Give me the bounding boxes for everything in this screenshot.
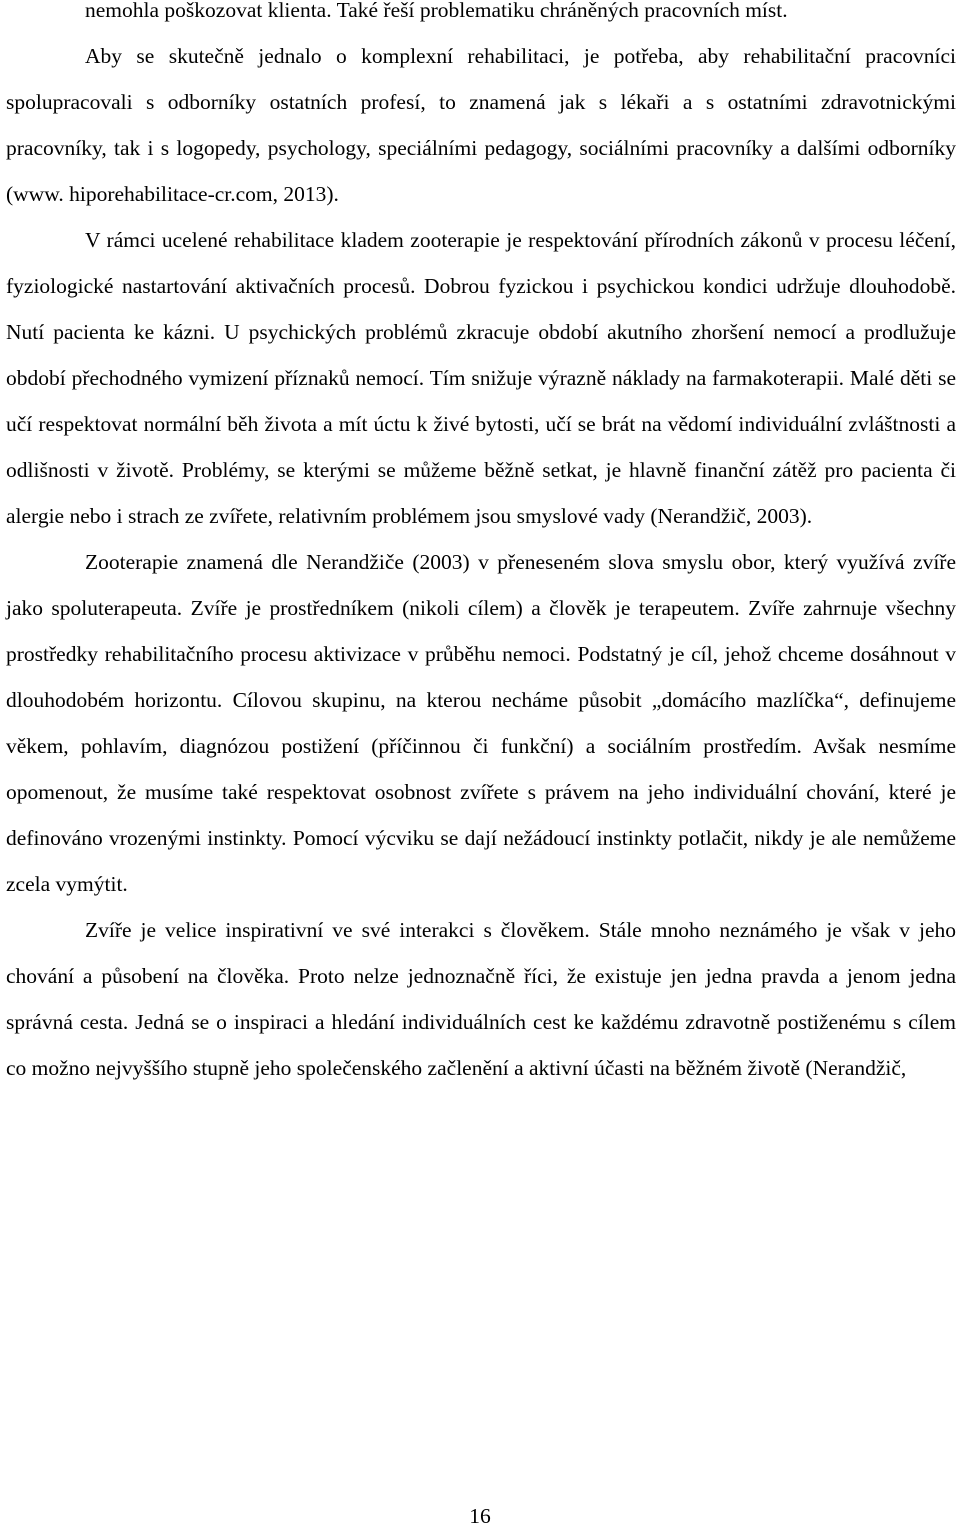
paragraph-zootherapy-definition: Zooterapie znamená dle Nerandžiče (2003) v přeneseném slova smyslu obor, který využívá zvíře jako spoluterapeuta. Zvíře je prostředníkem (nikoli cílem) a člověk je terapeutem. Zvíře zahrnuje všechny prostředky rehabilitačního procesu aktivizace v průběhu nemoci. Podstatný je cíl, jehož chceme dosáhnout v dlouhodobém horizontu. Cílovou skupinu, na kterou necháme působit „domácího mazlíčka“, definujeme věkem, pohlavím, diagnózou postižení (příčinnou či funkční) a sociálním prostředím. Avšak nesmíme opomenout, že musíme také respektovat osobnost zvířete s právem na jeho individuální chování, které je definováno vrozenými instinkty. Pomocí výcviku se dají nežádoucí instinkty potlačit, nikdy je ale nemůžeme zcela vymýtit. bbox=[6, 550, 956, 896]
body-text bbox=[6, 0, 956, 1091]
paragraph-rehabilitation-cooperation: Aby se skutečně jednalo o komplexní rehabilitaci, je potřeba, aby rehabilitační pracovníci spolupracovali s odborníky ostatních profesí, to znamená jak s lékaři a s ostatními zdravotnickými pracovníky, tak i s logopedy, psychology, speciálními pedagogy, sociálními pracovníky a dalšími odborníky (www. hiporehabilitace-cr.com, 2013). bbox=[6, 44, 956, 206]
paragraph-zootherapy-benefits: V rámci ucelené rehabilitace kladem zooterapie je respektování přírodních zákonů v procesu léčení, fyziologické nastartování aktivačních procesů. Dobrou fyzickou i psychickou kondici udržuje dlouhodobě. Nutí pacienta ke kázni. U psychických problémů zkracuje období akutního zhoršení nemocí a prodlužuje období přechodného vymizení příznaků nemocí. Tím snižuje výrazně náklady na farmakoterapii. Malé děti se učí respektovat normální běh života a mít úctu k živé bytosti, učí se brát na vědomí individuální zvláštnosti a odlišnosti v životě. Problémy, se kterými se můžeme běžně setkat, je hlavně finanční zátěž pro pacienta či alergie nebo i strach ze zvířete, relativním problémem jsou smyslové vady (Nerandžič, 2003). bbox=[6, 228, 956, 528]
paragraph-continuation: nemohla poškozovat klienta. Také řeší problematiku chráněných pracovních míst. bbox=[85, 0, 788, 22]
paragraph-animal-inspiration: Zvíře je velice inspirativní ve své interakci s člověkem. Stále mnoho neznámého je však v jeho chování a působení na člověka. Proto nelze jednoznačně říci, že existuje jen jedna pravda a jenom jedna správná cesta. Jedná se o inspiraci a hledání individuálních cest ke každému zdravotně postiženému s cílem co možno nejvyššího stupně jeho společenského začlenění a aktivní účasti na běžném životě (Nerandžič, bbox=[6, 918, 956, 1080]
page-number: 16 bbox=[469, 1504, 491, 1528]
